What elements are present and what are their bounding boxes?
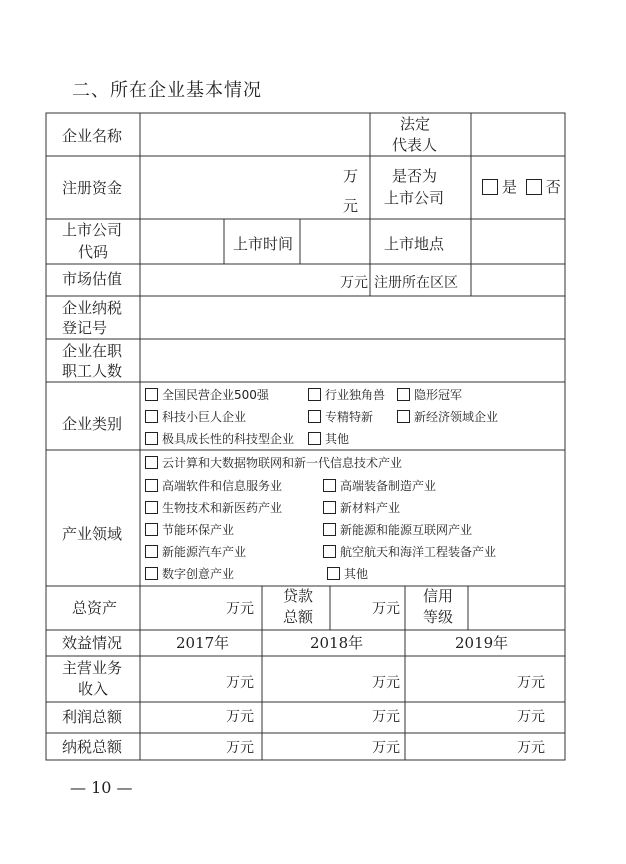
market-value-field[interactable] (141, 266, 369, 295)
label-revenue-line2: 收入 (78, 680, 109, 698)
industry-checkbox[interactable] (145, 501, 158, 514)
industry-checkbox[interactable] (323, 523, 336, 536)
label-is-listed-line2: 上市公司 (384, 189, 445, 207)
industry-option: 云计算和大数据物联网和新一代信息技术产业 (145, 452, 402, 474)
label-profit: 利润总额 (62, 708, 123, 726)
label-loan-line1: 贷款 (283, 587, 314, 605)
category-option: 极具成长性的科技型企业 (145, 428, 294, 450)
category-option: 其他 (308, 428, 349, 450)
year-2017: 2017年 (176, 634, 230, 652)
unit-wanyuan: 万元 (517, 740, 545, 756)
label-reg-district: 注册所在区区 (374, 275, 458, 291)
label-market-value: 市场估值 (62, 270, 123, 288)
company-name-field[interactable] (138, 116, 370, 154)
label-benefit: 效益情况 (62, 634, 123, 652)
year-2018: 2018年 (310, 634, 364, 652)
reg-capital-field[interactable] (141, 158, 369, 218)
industry-checkbox[interactable] (145, 567, 158, 580)
label-employees-line2: 职工人数 (62, 362, 123, 380)
category-option: 专精特新 (308, 406, 373, 428)
section-title: 二、所在企业基本情况 (72, 80, 262, 101)
label-industry: 产业领域 (62, 525, 123, 543)
category-checkbox[interactable] (145, 410, 158, 423)
category-checkbox[interactable] (145, 388, 158, 401)
listed-no-checkbox[interactable] (526, 179, 542, 195)
industry-checkbox[interactable] (145, 479, 158, 492)
label-listing-time: 上市时间 (233, 235, 294, 253)
page-number: — 10 — (70, 778, 133, 797)
label-stock-code-line2: 代码 (78, 243, 109, 261)
category-checkbox[interactable] (397, 388, 410, 401)
industry-option: 其他 (327, 563, 368, 585)
industry-option: 高端软件和信息服务业 (145, 475, 282, 497)
category-option: 行业独角兽 (308, 384, 385, 406)
industry-option: 节能环保产业 (145, 519, 234, 541)
label-tax-id-line2: 登记号 (62, 319, 108, 337)
industry-option: 数字创意产业 (145, 563, 234, 585)
category-option: 隐形冠军 (397, 384, 462, 406)
label-category: 企业类别 (62, 415, 123, 433)
label-listing-place: 上市地点 (384, 235, 445, 253)
category-option: 新经济领域企业 (397, 406, 498, 428)
label-reg-capital: 注册资金 (62, 179, 123, 197)
industry-option: 新能源汽车产业 (145, 541, 246, 563)
industry-checkbox[interactable] (327, 567, 340, 580)
unit-wanyuan: 万元 (517, 675, 545, 691)
industry-checkbox[interactable] (323, 479, 336, 492)
category-checkbox[interactable] (308, 410, 321, 423)
unit-wan: 万 (343, 167, 359, 185)
label-tax-id-line1: 企业纳税 (62, 299, 123, 317)
unit-wanyuan: 万元 (226, 675, 254, 691)
label-total-assets: 总资产 (72, 599, 118, 617)
unit-wanyuan: 万元 (372, 601, 400, 617)
unit-wanyuan: 万元 (372, 675, 400, 691)
legal-rep-field[interactable] (472, 116, 564, 154)
industry-checkbox[interactable] (323, 501, 336, 514)
label-stock-code-line1: 上市公司 (62, 221, 123, 239)
label-company-name: 企业名称 (62, 127, 123, 145)
industry-option: 生物技术和新医药产业 (145, 497, 282, 519)
category-checkbox[interactable] (145, 432, 158, 445)
unit-wanyuan: 万元 (517, 709, 545, 725)
industry-option: 新能源和能源互联网产业 (323, 519, 472, 541)
category-checkbox[interactable] (308, 388, 321, 401)
industry-checkbox[interactable] (145, 456, 158, 469)
industry-option: 高端装备制造产业 (323, 475, 436, 497)
listing-time-field[interactable] (301, 221, 369, 263)
industry-option: 新材料产业 (323, 497, 400, 519)
unit-wanyuan: 万元 (372, 709, 400, 725)
reg-district-field[interactable] (472, 266, 564, 295)
listed-yes-checkbox[interactable] (482, 179, 498, 195)
label-is-listed-line1: 是否为 (392, 167, 438, 185)
unit-wanyuan: 万元 (372, 740, 400, 756)
category-option: 科技小巨人企业 (145, 406, 246, 428)
label-legal-rep-line1: 法定 (400, 115, 431, 133)
label-employees-line1: 企业在职 (62, 342, 123, 360)
label-credit-line2: 等级 (423, 608, 454, 626)
year-2019: 2019年 (455, 634, 509, 652)
industry-checkbox[interactable] (323, 545, 336, 558)
label-credit-line1: 信用 (423, 587, 454, 605)
industry-checkbox[interactable] (145, 545, 158, 558)
listed-no-label: 否 (545, 178, 561, 196)
category-option: 全国民营企业500强 (145, 384, 269, 406)
label-loan-line2: 总额 (283, 608, 314, 626)
listed-yes-label: 是 (502, 178, 518, 196)
label-revenue-line1: 主营业务 (62, 659, 123, 677)
unit-wanyuan: 万元 (226, 601, 254, 617)
category-checkbox[interactable] (397, 410, 410, 423)
unit-yuan: 元 (343, 197, 359, 215)
listing-place-field[interactable] (472, 221, 564, 263)
industry-checkbox[interactable] (145, 523, 158, 536)
category-checkbox[interactable] (308, 432, 321, 445)
credit-rating-field[interactable] (469, 588, 564, 629)
unit-wanyuan: 万元 (226, 740, 254, 756)
industry-option: 航空航天和海洋工程装备产业 (323, 541, 496, 563)
label-tax-paid: 纳税总额 (62, 738, 123, 756)
unit-wanyuan: 万元 (340, 275, 368, 291)
stock-code-field[interactable] (141, 221, 223, 263)
tax-id-field[interactable] (141, 298, 564, 338)
unit-wanyuan: 万元 (226, 709, 254, 725)
employees-field[interactable] (141, 341, 564, 381)
label-legal-rep-line2: 代表人 (392, 136, 438, 154)
